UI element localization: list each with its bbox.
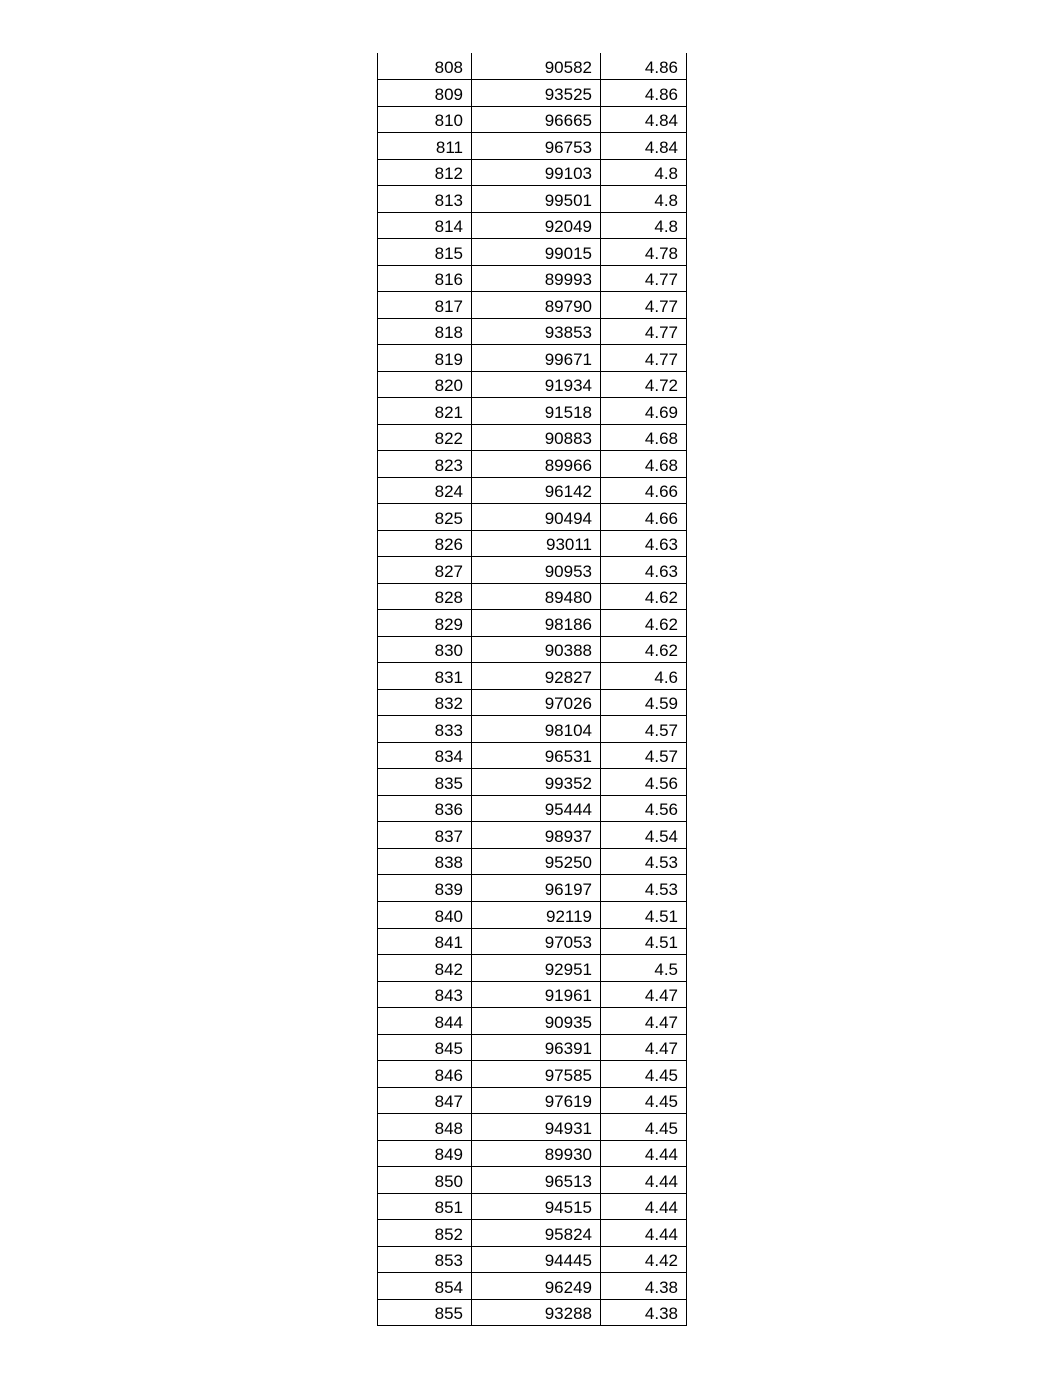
score-cell: 4.44 bbox=[601, 1167, 687, 1194]
id-cell: 90935 bbox=[472, 1008, 601, 1035]
table-row bbox=[378, 981, 687, 1008]
score-cell: 4.62 bbox=[601, 583, 687, 610]
score-cell: 4.51 bbox=[601, 928, 687, 955]
id-cell: 96391 bbox=[472, 1034, 601, 1061]
rank-cell: 847 bbox=[378, 1087, 472, 1114]
table-row bbox=[378, 80, 687, 107]
id-cell: 93525 bbox=[472, 80, 601, 107]
score-cell: 4.45 bbox=[601, 1087, 687, 1114]
score-cell: 4.62 bbox=[601, 636, 687, 663]
table-row bbox=[378, 424, 687, 451]
table-row bbox=[378, 53, 687, 80]
table-row bbox=[378, 557, 687, 584]
score-cell: 4.42 bbox=[601, 1246, 687, 1273]
id-cell: 89930 bbox=[472, 1140, 601, 1167]
score-cell: 4.63 bbox=[601, 557, 687, 584]
score-cell: 4.86 bbox=[601, 53, 687, 80]
id-cell: 98186 bbox=[472, 610, 601, 637]
id-cell: 99015 bbox=[472, 239, 601, 266]
table-row bbox=[378, 1299, 687, 1326]
table-row bbox=[378, 795, 687, 822]
id-cell: 89790 bbox=[472, 292, 601, 319]
score-cell: 4.77 bbox=[601, 265, 687, 292]
table-row bbox=[378, 292, 687, 319]
rank-cell: 838 bbox=[378, 848, 472, 875]
table-row bbox=[378, 1061, 687, 1088]
score-cell: 4.47 bbox=[601, 1034, 687, 1061]
table-row bbox=[378, 106, 687, 133]
id-cell: 92827 bbox=[472, 663, 601, 690]
id-cell: 90582 bbox=[472, 53, 601, 80]
score-cell: 4.66 bbox=[601, 504, 687, 531]
table-row bbox=[378, 371, 687, 398]
table-row bbox=[378, 1114, 687, 1141]
id-cell: 93853 bbox=[472, 318, 601, 345]
score-cell: 4.8 bbox=[601, 159, 687, 186]
rank-cell: 837 bbox=[378, 822, 472, 849]
rank-cell: 840 bbox=[378, 902, 472, 929]
rank-cell: 841 bbox=[378, 928, 472, 955]
id-cell: 96249 bbox=[472, 1273, 601, 1300]
id-cell: 99671 bbox=[472, 345, 601, 372]
score-cell: 4.77 bbox=[601, 318, 687, 345]
score-cell: 4.38 bbox=[601, 1273, 687, 1300]
id-cell: 91961 bbox=[472, 981, 601, 1008]
table-row bbox=[378, 1087, 687, 1114]
rank-cell: 827 bbox=[378, 557, 472, 584]
id-cell: 93288 bbox=[472, 1299, 601, 1326]
table-row bbox=[378, 159, 687, 186]
score-cell: 4.8 bbox=[601, 186, 687, 213]
id-cell: 96665 bbox=[472, 106, 601, 133]
data-table bbox=[377, 53, 687, 1326]
rank-cell: 854 bbox=[378, 1273, 472, 1300]
spreadsheet-page bbox=[377, 53, 686, 1326]
id-cell: 97585 bbox=[472, 1061, 601, 1088]
id-cell: 90883 bbox=[472, 424, 601, 451]
score-cell: 4.56 bbox=[601, 795, 687, 822]
id-cell: 99103 bbox=[472, 159, 601, 186]
rank-cell: 843 bbox=[378, 981, 472, 1008]
id-cell: 96753 bbox=[472, 133, 601, 160]
score-cell: 4.47 bbox=[601, 1008, 687, 1035]
score-cell: 4.53 bbox=[601, 875, 687, 902]
table-row bbox=[378, 1193, 687, 1220]
rank-cell: 851 bbox=[378, 1193, 472, 1220]
rank-cell: 815 bbox=[378, 239, 472, 266]
table-row bbox=[378, 716, 687, 743]
rank-cell: 819 bbox=[378, 345, 472, 372]
id-cell: 89966 bbox=[472, 451, 601, 478]
table-row bbox=[378, 955, 687, 982]
rank-cell: 842 bbox=[378, 955, 472, 982]
table-row bbox=[378, 663, 687, 690]
id-cell: 95250 bbox=[472, 848, 601, 875]
id-cell: 90388 bbox=[472, 636, 601, 663]
table-row bbox=[378, 1246, 687, 1273]
table-row bbox=[378, 504, 687, 531]
rank-cell: 810 bbox=[378, 106, 472, 133]
score-cell: 4.68 bbox=[601, 451, 687, 478]
id-cell: 96531 bbox=[472, 742, 601, 769]
rank-cell: 817 bbox=[378, 292, 472, 319]
id-cell: 98937 bbox=[472, 822, 601, 849]
id-cell: 99501 bbox=[472, 186, 601, 213]
score-cell: 4.86 bbox=[601, 80, 687, 107]
score-cell: 4.44 bbox=[601, 1220, 687, 1247]
rank-cell: 816 bbox=[378, 265, 472, 292]
rank-cell: 822 bbox=[378, 424, 472, 451]
table-row bbox=[378, 477, 687, 504]
rank-cell: 833 bbox=[378, 716, 472, 743]
table-row bbox=[378, 769, 687, 796]
score-cell: 4.57 bbox=[601, 716, 687, 743]
rank-cell: 818 bbox=[378, 318, 472, 345]
rank-cell: 809 bbox=[378, 80, 472, 107]
rank-cell: 830 bbox=[378, 636, 472, 663]
table-row bbox=[378, 345, 687, 372]
id-cell: 92951 bbox=[472, 955, 601, 982]
table-row bbox=[378, 530, 687, 557]
score-cell: 4.47 bbox=[601, 981, 687, 1008]
score-cell: 4.56 bbox=[601, 769, 687, 796]
rank-cell: 852 bbox=[378, 1220, 472, 1247]
id-cell: 94931 bbox=[472, 1114, 601, 1141]
rank-cell: 853 bbox=[378, 1246, 472, 1273]
table-row bbox=[378, 583, 687, 610]
rank-cell: 831 bbox=[378, 663, 472, 690]
score-cell: 4.84 bbox=[601, 133, 687, 160]
score-cell: 4.62 bbox=[601, 610, 687, 637]
table-row bbox=[378, 451, 687, 478]
id-cell: 99352 bbox=[472, 769, 601, 796]
rank-cell: 808 bbox=[378, 53, 472, 80]
id-cell: 95824 bbox=[472, 1220, 601, 1247]
id-cell: 97619 bbox=[472, 1087, 601, 1114]
table-row bbox=[378, 265, 687, 292]
score-cell: 4.45 bbox=[601, 1061, 687, 1088]
score-cell: 4.77 bbox=[601, 345, 687, 372]
id-cell: 97026 bbox=[472, 689, 601, 716]
id-cell: 89480 bbox=[472, 583, 601, 610]
score-cell: 4.59 bbox=[601, 689, 687, 716]
rank-cell: 829 bbox=[378, 610, 472, 637]
rank-cell: 820 bbox=[378, 371, 472, 398]
table-row bbox=[378, 1273, 687, 1300]
table-row bbox=[378, 610, 687, 637]
table-row bbox=[378, 928, 687, 955]
score-cell: 4.8 bbox=[601, 212, 687, 239]
score-cell: 4.38 bbox=[601, 1299, 687, 1326]
score-cell: 4.72 bbox=[601, 371, 687, 398]
score-cell: 4.57 bbox=[601, 742, 687, 769]
id-cell: 90494 bbox=[472, 504, 601, 531]
id-cell: 94445 bbox=[472, 1246, 601, 1273]
rank-cell: 848 bbox=[378, 1114, 472, 1141]
id-cell: 91934 bbox=[472, 371, 601, 398]
table-row bbox=[378, 398, 687, 425]
score-cell: 4.77 bbox=[601, 292, 687, 319]
table-row bbox=[378, 875, 687, 902]
table-row bbox=[378, 186, 687, 213]
rank-cell: 850 bbox=[378, 1167, 472, 1194]
score-cell: 4.44 bbox=[601, 1140, 687, 1167]
id-cell: 92049 bbox=[472, 212, 601, 239]
table-row bbox=[378, 742, 687, 769]
id-cell: 93011 bbox=[472, 530, 601, 557]
score-cell: 4.5 bbox=[601, 955, 687, 982]
rank-cell: 839 bbox=[378, 875, 472, 902]
rank-cell: 814 bbox=[378, 212, 472, 239]
score-cell: 4.44 bbox=[601, 1193, 687, 1220]
rank-cell: 835 bbox=[378, 769, 472, 796]
score-cell: 4.63 bbox=[601, 530, 687, 557]
table-row bbox=[378, 1034, 687, 1061]
table-row bbox=[378, 689, 687, 716]
rank-cell: 812 bbox=[378, 159, 472, 186]
score-cell: 4.78 bbox=[601, 239, 687, 266]
rank-cell: 811 bbox=[378, 133, 472, 160]
rank-cell: 849 bbox=[378, 1140, 472, 1167]
score-cell: 4.54 bbox=[601, 822, 687, 849]
id-cell: 96197 bbox=[472, 875, 601, 902]
id-cell: 91518 bbox=[472, 398, 601, 425]
table-row bbox=[378, 133, 687, 160]
score-cell: 4.66 bbox=[601, 477, 687, 504]
table-row bbox=[378, 1220, 687, 1247]
table-row bbox=[378, 636, 687, 663]
score-cell: 4.69 bbox=[601, 398, 687, 425]
table-row bbox=[378, 1167, 687, 1194]
rank-cell: 845 bbox=[378, 1034, 472, 1061]
rank-cell: 826 bbox=[378, 530, 472, 557]
score-cell: 4.53 bbox=[601, 848, 687, 875]
table-body bbox=[378, 53, 687, 1326]
table-row bbox=[378, 1140, 687, 1167]
table-row bbox=[378, 822, 687, 849]
score-cell: 4.68 bbox=[601, 424, 687, 451]
id-cell: 94515 bbox=[472, 1193, 601, 1220]
table-row bbox=[378, 318, 687, 345]
table-row bbox=[378, 902, 687, 929]
score-cell: 4.84 bbox=[601, 106, 687, 133]
rank-cell: 824 bbox=[378, 477, 472, 504]
id-cell: 96513 bbox=[472, 1167, 601, 1194]
score-cell: 4.6 bbox=[601, 663, 687, 690]
id-cell: 92119 bbox=[472, 902, 601, 929]
rank-cell: 832 bbox=[378, 689, 472, 716]
id-cell: 95444 bbox=[472, 795, 601, 822]
rank-cell: 836 bbox=[378, 795, 472, 822]
table-row bbox=[378, 1008, 687, 1035]
rank-cell: 844 bbox=[378, 1008, 472, 1035]
table-row bbox=[378, 212, 687, 239]
score-cell: 4.51 bbox=[601, 902, 687, 929]
id-cell: 98104 bbox=[472, 716, 601, 743]
rank-cell: 825 bbox=[378, 504, 472, 531]
table-row bbox=[378, 848, 687, 875]
rank-cell: 834 bbox=[378, 742, 472, 769]
rank-cell: 828 bbox=[378, 583, 472, 610]
rank-cell: 846 bbox=[378, 1061, 472, 1088]
id-cell: 96142 bbox=[472, 477, 601, 504]
id-cell: 90953 bbox=[472, 557, 601, 584]
rank-cell: 855 bbox=[378, 1299, 472, 1326]
table-row bbox=[378, 239, 687, 266]
id-cell: 89993 bbox=[472, 265, 601, 292]
id-cell: 97053 bbox=[472, 928, 601, 955]
score-cell: 4.45 bbox=[601, 1114, 687, 1141]
rank-cell: 821 bbox=[378, 398, 472, 425]
rank-cell: 813 bbox=[378, 186, 472, 213]
rank-cell: 823 bbox=[378, 451, 472, 478]
